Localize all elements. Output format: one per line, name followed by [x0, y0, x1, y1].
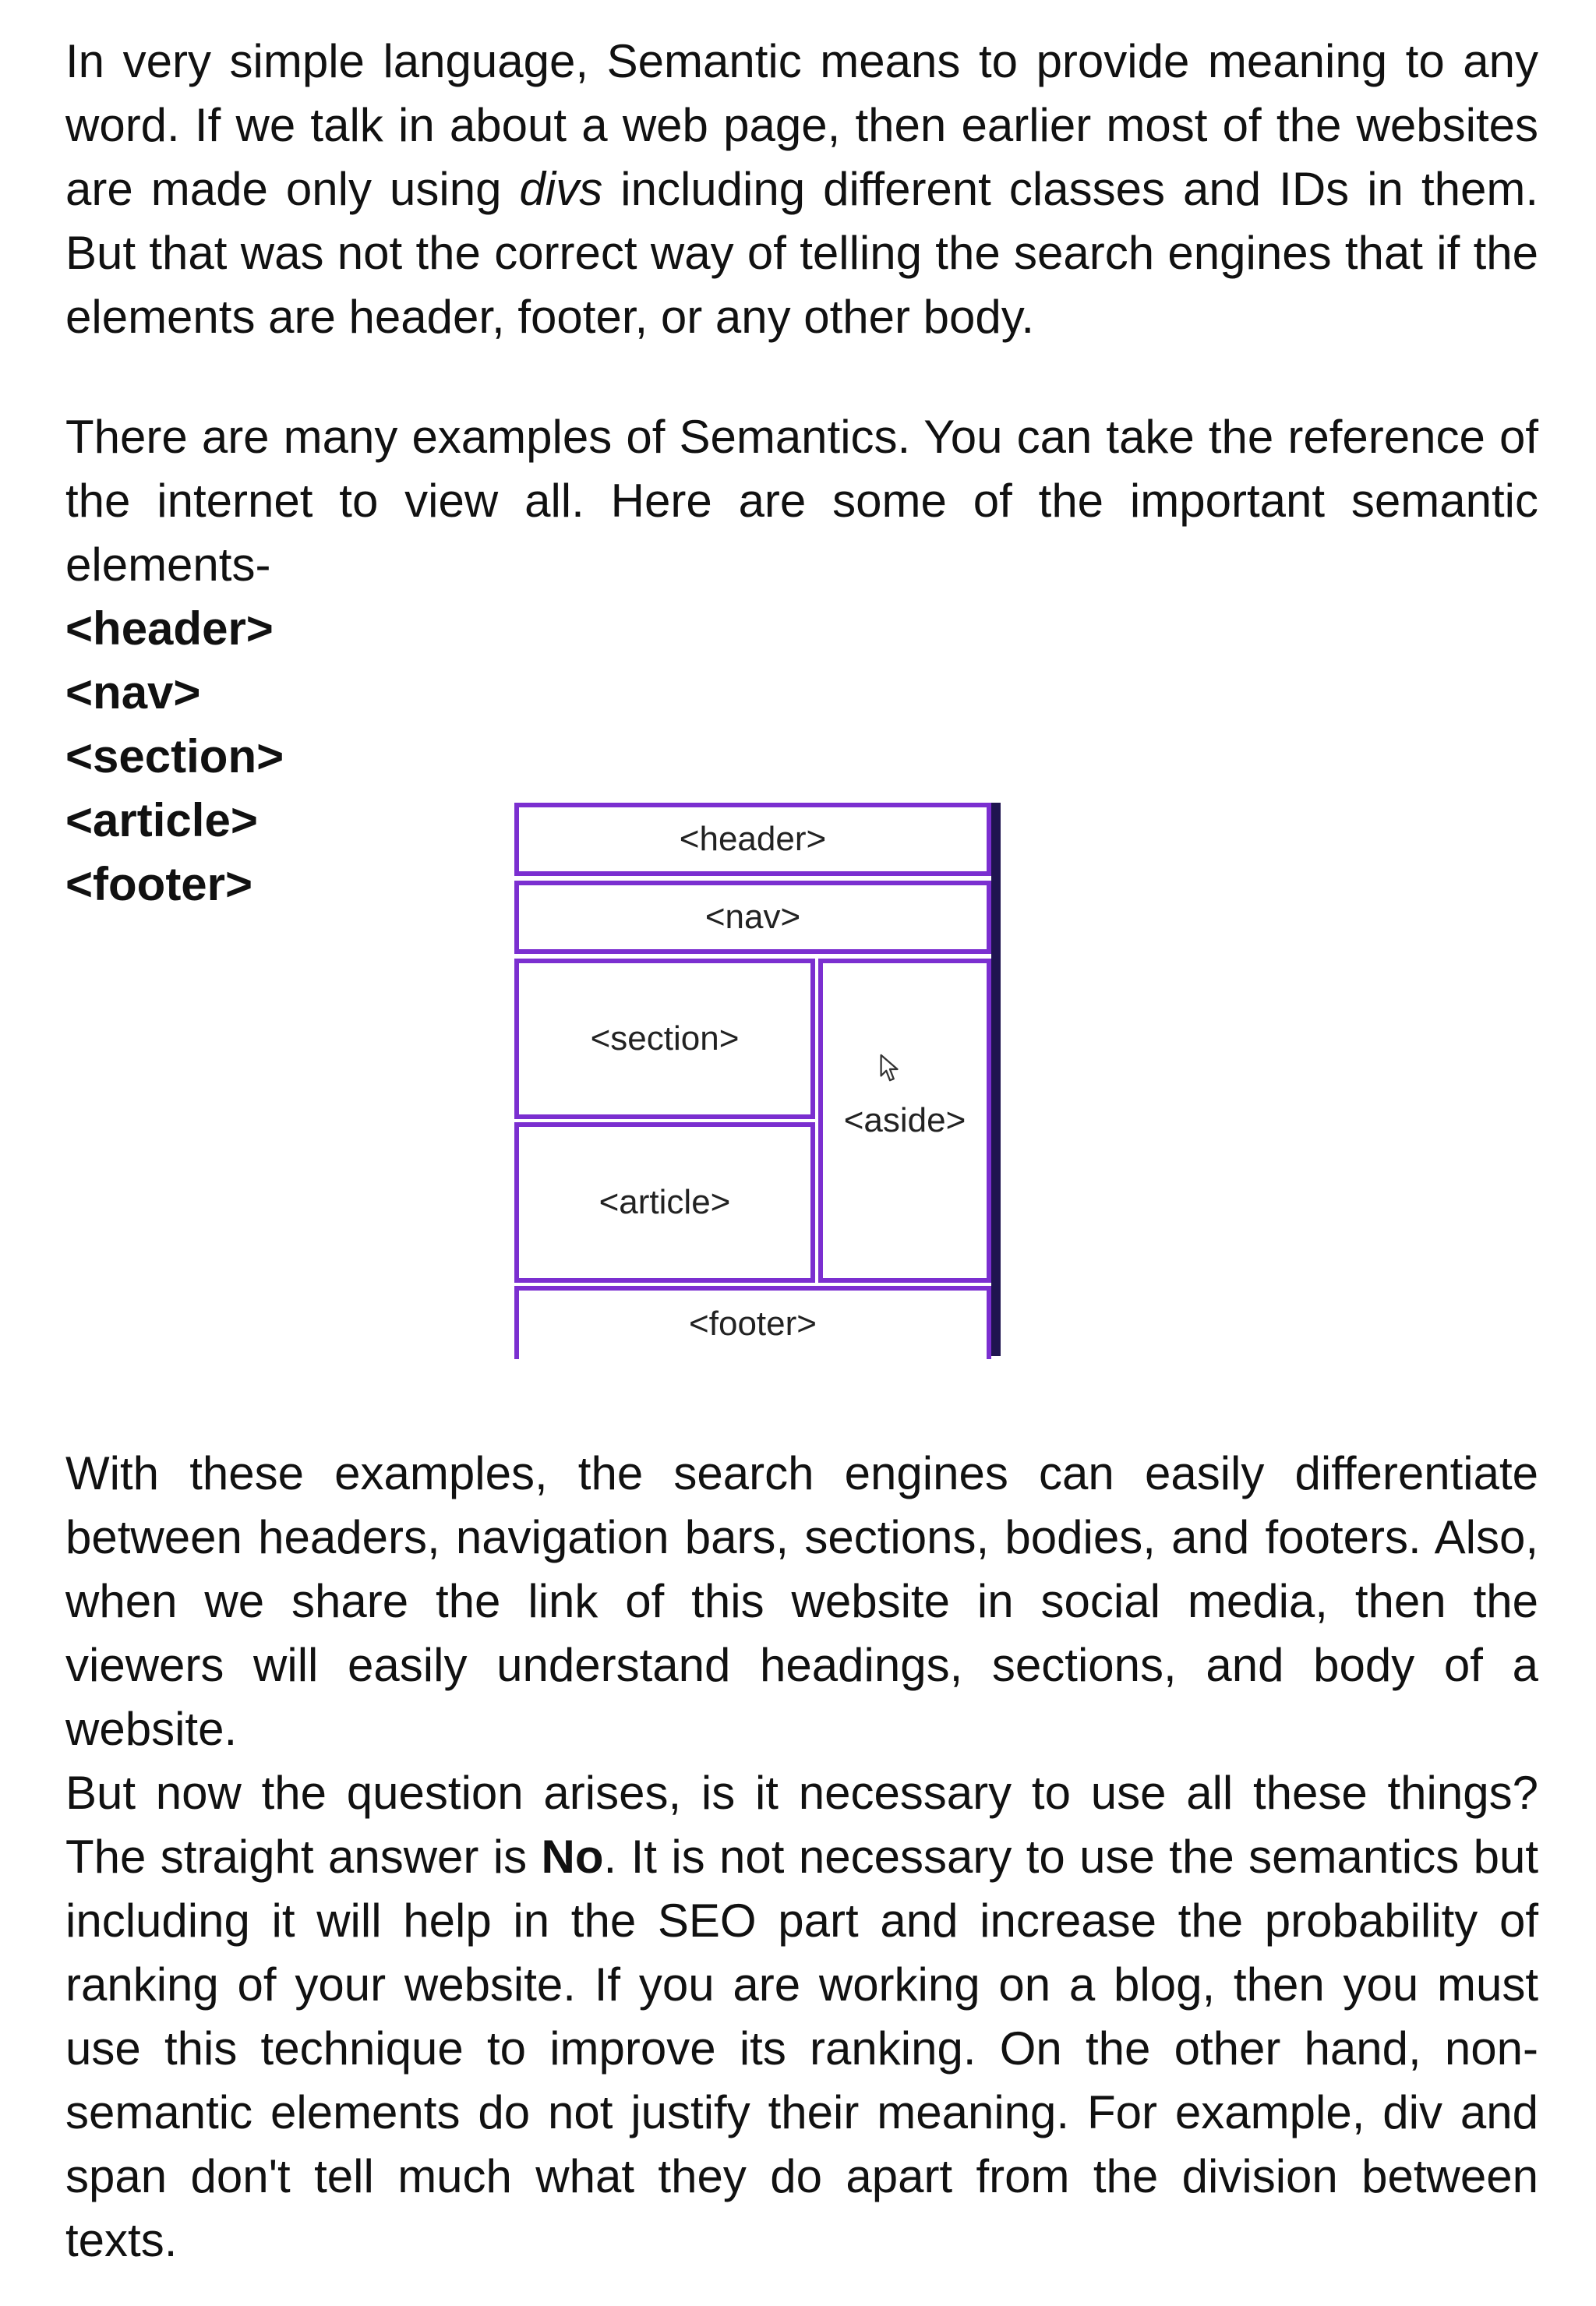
benefits-paragraph: With these examples, the search engines can easily differentiate between headers, navigation bars, sections, bodies, and footers. Also, when we share the link of this website in social media, then the viewers will easily understand headings, sections, and body of a website.: [65, 1447, 1538, 1755]
list-item-nav: <nav>: [65, 666, 201, 719]
intro-paragraph: [65, 30, 1538, 349]
diagram-section-box: <section>: [514, 959, 815, 1119]
diagram-right-border: [991, 803, 1001, 1356]
examples-paragraph: There are many examples of Semantics. You can take the reference of the internet to view all. Here are some of the important semantic elements-: [65, 411, 1538, 591]
answer-no: No: [541, 1831, 604, 1883]
divs-emphasis: divs: [519, 163, 603, 215]
question-text-b: . It is not necessary to use the semantics but including it will help in the SEO part and increase the probability of ranking of your website. If you are working on a blog, then you must use this technique to improve its ranking. On the other hand, non-semantic elements do not justify their meaning. For example, div and span don't tell much what they do apart from the division between texts.: [65, 1831, 1539, 2266]
semantic-layout-diagram: [514, 803, 1001, 1356]
intro-text-a: In very simple language, Semantic means to provide meaning to any word. If we talk in about a web page, then earlier most of the websites are made only using: [65, 35, 1538, 215]
list-item-section: <section>: [65, 730, 284, 782]
lower-text: [65, 1442, 1538, 2272]
diagram-footer-box: <footer>: [514, 1286, 991, 1359]
list-item-footer: <footer>: [65, 858, 253, 910]
diagram-aside-box: <aside>: [818, 959, 991, 1283]
diagram-header-box: <header>: [514, 803, 991, 876]
question-paragraph: [65, 1761, 1538, 2272]
diagram-nav-box: <nav>: [514, 881, 991, 954]
list-item-article: <article>: [65, 794, 258, 846]
document-body: [65, 30, 1538, 916]
diagram-article-box: <article>: [514, 1122, 815, 1283]
question-text-a: But now the question arises, is it necessary to use all these things? The straight answer is: [65, 1767, 1538, 1883]
intro-text-b: including different classes and IDs in them. But that was not the correct way of telling the search engines that if the elements are header, footer, or any other body.: [65, 163, 1538, 343]
list-item-header: <header>: [65, 602, 274, 655]
mouse-pointer-icon: [879, 1054, 901, 1083]
